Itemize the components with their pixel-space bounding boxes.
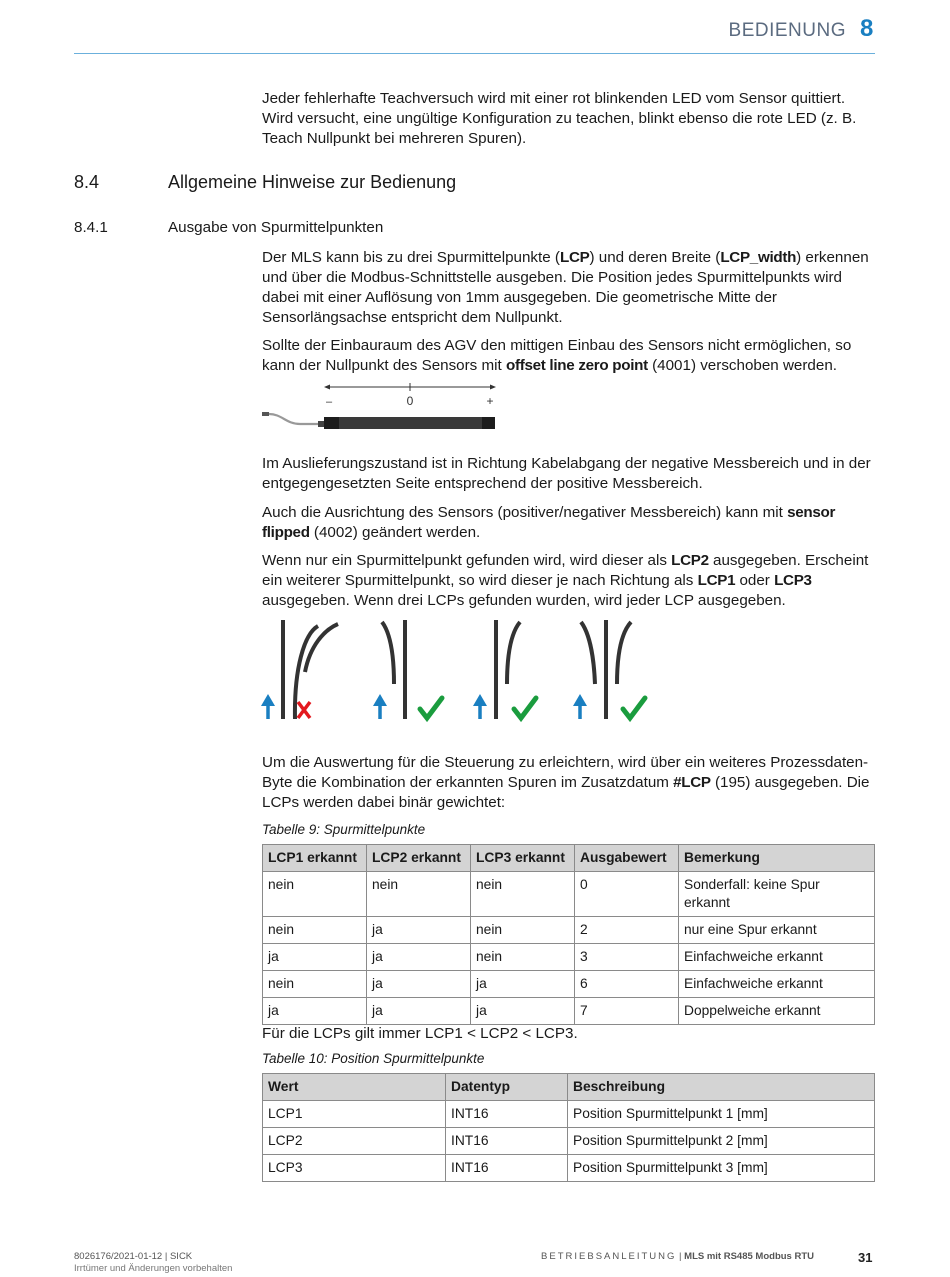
- table-cell: LCP3: [263, 1155, 446, 1182]
- table-cell: nein: [263, 917, 367, 944]
- table-cell: nein: [263, 971, 367, 998]
- paragraph-delivery-state: Im Auslieferungszustand ist in Richtung Kabelabgang der negative Messbereich und in der entgegengesetzten Seite entsprechend der positive Messbereich.: [262, 455, 871, 492]
- table-cell: INT16: [446, 1128, 568, 1155]
- table-cell: INT16: [446, 1101, 568, 1128]
- chapter-title: BEDIENUNG: [728, 20, 846, 41]
- paragraph-lcp-assignment: Wenn nur ein Spurmittelpunkt gefunden wird, wird dieser als LCP2 ausgegeben. Erscheint ein weiterer Spurmittelpunkt, so wird dieser je nach Richtung als LCP1 oder LCP3 ausgegeben. Wenn drei LCPs gefunden wurden, wird jeder LCP ausgegeben.: [262, 552, 869, 609]
- table-header-row: [263, 845, 875, 872]
- table-cell: ja: [367, 944, 471, 971]
- table-cell: nein: [471, 917, 575, 944]
- table-cell: nur eine Spur erkannt: [679, 917, 875, 944]
- table-cell: 2: [575, 917, 679, 944]
- table-row: [263, 944, 875, 971]
- table-cell: ja: [263, 998, 367, 1025]
- sensor-bar: [324, 417, 495, 429]
- table-cell: ja: [263, 944, 367, 971]
- table-cell: Position Spurmittelpunkt 3 [mm]: [568, 1155, 875, 1182]
- section-number: 8.4: [74, 172, 100, 192]
- column-header: Beschreibung: [568, 1074, 875, 1101]
- table-cell: Einfachweiche erkannt: [679, 971, 875, 998]
- section-title: Allgemeine Hinweise zur Bedienung: [168, 172, 457, 192]
- table-cell: ja: [471, 971, 575, 998]
- table-row: [263, 1155, 875, 1182]
- header-rule: [74, 53, 875, 54]
- plus-label: +: [486, 394, 494, 408]
- table-cell: Einfachweiche erkannt: [679, 944, 875, 971]
- subsection-title: Ausgabe von Spurmittelpunkten: [168, 219, 384, 236]
- table-cell: ja: [367, 917, 471, 944]
- lane-case-3: [473, 620, 536, 719]
- column-header: Wert: [263, 1074, 446, 1101]
- table-cell: nein: [367, 872, 471, 917]
- check-icon: [514, 698, 536, 718]
- paragraph-lcp-byte: Um die Auswertung für die Steuerung zu erleichtern, wird über ein weiteres Prozessdaten-Byte die Kombination der erkannten Spuren im Zusatzdatum #LCP (195) ausgegeben. Die LCPs werden dabei binär gewichtet:: [262, 754, 870, 811]
- table-cell: Position Spurmittelpunkt 1 [mm]: [568, 1101, 875, 1128]
- column-header: LCP1 erkannt: [263, 845, 367, 872]
- intro-paragraph: Jeder fehlerhafte Teachversuch wird mit einer rot blinkenden LED vom Sensor quittiert. Wird versucht, eine ungültige Konfiguration zu teachen, blinkt ebenso die rote LED (z. B. Teach Nullpunkt bei mehreren Spuren).: [262, 90, 857, 147]
- check-icon: [623, 698, 645, 718]
- page-number: 31: [858, 1250, 873, 1265]
- lane-detection-figure: [258, 614, 658, 726]
- table-row: [263, 1101, 875, 1128]
- paragraph-lcp-order: Für die LCPs gilt immer LCP1 < LCP2 < LCP3.: [262, 1025, 578, 1042]
- table-cell: 3: [575, 944, 679, 971]
- table-cell: LCP1: [263, 1101, 446, 1128]
- lane-case-2: [373, 620, 442, 719]
- column-header: Bemerkung: [679, 845, 875, 872]
- cross-icon: [298, 702, 310, 718]
- table-cell: Doppelweiche erkannt: [679, 998, 875, 1025]
- table-row: [263, 998, 875, 1025]
- table-cell: Sonderfall: keine Spur erkannt: [679, 872, 875, 917]
- paragraph-lcp-output: Der MLS kann bis zu drei Spurmittelpunkte (LCP) und deren Breite (LCP_width) erkennen und über die Modbus-Schnittstelle ausgeben. Die Position jedes Spurmittelpunkts wird dabei mit einer Auflösung von 1mm ausgegeben. Die geometrische Mitte der Sensorlängsachse entspricht dem Nullpunkt.: [262, 249, 869, 326]
- subsection-number: 8.4.1: [74, 219, 108, 236]
- table9-caption: Tabelle 9: Spurmittelpunkte: [262, 822, 426, 837]
- footer-doc-id: 8026176/2021-01-12 | SICK: [74, 1251, 193, 1262]
- lane-case-1: [261, 620, 338, 719]
- table-row: [263, 917, 875, 944]
- table-cell: Position Spurmittelpunkt 2 [mm]: [568, 1128, 875, 1155]
- lane-case-4: [573, 620, 645, 719]
- chapter-number: 8: [860, 15, 874, 42]
- table-row: [263, 1128, 875, 1155]
- table-row: [263, 971, 875, 998]
- table-position-spurmittelpunkte: [262, 1073, 875, 1182]
- table-cell: 6: [575, 971, 679, 998]
- table-cell: nein: [471, 944, 575, 971]
- table-cell: ja: [471, 998, 575, 1025]
- footer-disclaimer: Irrtümer und Änderungen vorbehalten: [74, 1263, 233, 1274]
- sensor-cable: [262, 412, 326, 427]
- measuring-range-axis: [324, 383, 496, 391]
- minus-label: –: [325, 396, 333, 408]
- paragraph-offset: Sollte der Einbauraum des AGV den mittigen Einbau des Sensors nicht ermöglichen, so kann der Nullpunkt des Sensors mit offset line zero point (4001) verschoben werden.: [262, 337, 852, 374]
- check-icon: [420, 698, 442, 718]
- table-cell: LCP2: [263, 1128, 446, 1155]
- column-header: Datentyp: [446, 1074, 568, 1101]
- table-cell: nein: [471, 872, 575, 917]
- sensor-figure: [260, 380, 500, 432]
- table-row: [263, 872, 875, 917]
- table-spurmittelpunkte: [262, 844, 875, 1025]
- table-header-row: [263, 1074, 875, 1101]
- zero-label: 0: [406, 394, 414, 408]
- column-header: LCP3 erkannt: [471, 845, 575, 872]
- column-header: Ausgabewert: [575, 845, 679, 872]
- paragraph-sensor-flipped: Auch die Ausrichtung des Sensors (positiver/negativer Messbereich) kann mit sensor flipped (4002) geändert werden.: [262, 504, 836, 541]
- table10-caption: Tabelle 10: Position Spurmittelpunkte: [262, 1051, 485, 1066]
- table-cell: ja: [367, 971, 471, 998]
- footer-document-type: BETRIEBSANLEITUNG | MLS mit RS485 Modbus RTU: [541, 1251, 814, 1262]
- table-cell: 7: [575, 998, 679, 1025]
- table-cell: INT16: [446, 1155, 568, 1182]
- column-header: LCP2 erkannt: [367, 845, 471, 872]
- table-cell: ja: [367, 998, 471, 1025]
- table-cell: nein: [263, 872, 367, 917]
- table-cell: 0: [575, 872, 679, 917]
